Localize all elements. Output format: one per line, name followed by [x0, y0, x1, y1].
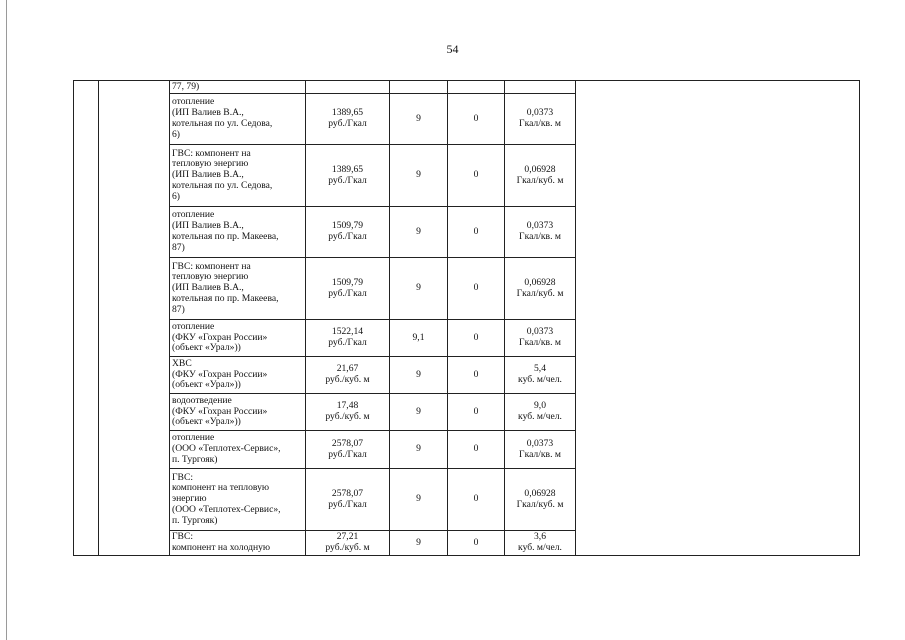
consumption-norm: 3,6 куб. м/чел. — [505, 531, 576, 556]
value-column-4: 0 — [448, 431, 505, 469]
blank-column-1 — [74, 81, 99, 556]
consumption-norm — [505, 81, 576, 94]
value-column-3: 9 — [390, 394, 448, 431]
consumption-norm: 0,06928 Гкал/куб. м — [505, 469, 576, 531]
service-description: ГВС: компонент на тепловую энергию (ООО «Теплотех-Сервис», п. Тургояк) — [170, 469, 306, 531]
service-description: ГВС: компонент на холодную — [170, 531, 306, 556]
consumption-norm: 0,0373 Гкал/кв. м — [505, 94, 576, 145]
value-column-3 — [390, 81, 448, 94]
tariff-table — [73, 80, 860, 556]
value-column-4: 0 — [448, 258, 505, 320]
value-column-3: 9 — [390, 357, 448, 394]
consumption-norm: 0,0373 Гкал/кв. м — [505, 320, 576, 357]
value-column-4: 0 — [448, 207, 505, 258]
value-column-4 — [448, 81, 505, 94]
tariff-price: 2578,07 руб./Гкал — [306, 469, 390, 531]
service-description: отопление (ИП Валиев В.А., котельная по ул. Седова, 6) — [170, 94, 306, 145]
tariff-price: 21,67 руб./куб. м — [306, 357, 390, 394]
tariff-price: 27,21 руб./куб. м — [306, 531, 390, 556]
tariff-price: 1509,79 руб./Гкал — [306, 207, 390, 258]
table-row — [74, 81, 860, 94]
value-column-4: 0 — [448, 145, 505, 207]
service-description: ХВС (ФКУ «Гохран России» (объект «Урал»)) — [170, 357, 306, 394]
consumption-norm: 0,0373 Гкал/кв. м — [505, 207, 576, 258]
page-left-edge — [6, 0, 7, 640]
tariff-price: 17,48 руб./куб. м — [306, 394, 390, 431]
tariff-price — [306, 81, 390, 94]
blank-column-2 — [99, 81, 170, 556]
value-column-3: 9,1 — [390, 320, 448, 357]
consumption-norm: 0,06928 Гкал/куб. м — [505, 145, 576, 207]
consumption-norm: 0,06928 Гкал/куб. м — [505, 258, 576, 320]
value-column-3: 9 — [390, 145, 448, 207]
service-description: 77, 79) — [170, 81, 306, 94]
page-number: 54 — [446, 42, 459, 56]
value-column-4: 0 — [448, 357, 505, 394]
value-column-3: 9 — [390, 431, 448, 469]
service-description: отопление (ИП Валиев В.А., котельная по пр. Макеева, 87) — [170, 207, 306, 258]
consumption-norm: 5,4 куб. м/чел. — [505, 357, 576, 394]
service-description: отопление (ООО «Теплотех-Сервис», п. Тургояк) — [170, 431, 306, 469]
tariff-price: 1389,65 руб./Гкал — [306, 145, 390, 207]
tariff-price: 1522,14 руб./Гкал — [306, 320, 390, 357]
service-description: водоотведение (ФКУ «Гохран России» (объект «Урал»)) — [170, 394, 306, 431]
value-column-3: 9 — [390, 258, 448, 320]
value-column-3: 9 — [390, 531, 448, 556]
value-column-4: 0 — [448, 469, 505, 531]
value-column-4: 0 — [448, 320, 505, 357]
service-description: ГВС: компонент на тепловую энергию (ИП Валиев В.А., котельная по ул. Седова, 6) — [170, 145, 306, 207]
service-description: отопление (ФКУ «Гохран России» (объект «Урал»)) — [170, 320, 306, 357]
value-column-3: 9 — [390, 207, 448, 258]
service-description: ГВС: компонент на тепловую энергию (ИП Валиев В.А., котельная по пр. Макеева, 87) — [170, 258, 306, 320]
tariff-price: 1389,65 руб./Гкал — [306, 94, 390, 145]
value-column-3: 9 — [390, 469, 448, 531]
value-column-3: 9 — [390, 94, 448, 145]
consumption-norm: 0,0373 Гкал/кв. м — [505, 431, 576, 469]
empty-wide-column — [576, 81, 860, 556]
value-column-4: 0 — [448, 94, 505, 145]
value-column-4: 0 — [448, 394, 505, 431]
tariff-price: 2578,07 руб./Гкал — [306, 431, 390, 469]
consumption-norm: 9,0 куб. м/чел. — [505, 394, 576, 431]
value-column-4: 0 — [448, 531, 505, 556]
tariff-price: 1509,79 руб./Гкал — [306, 258, 390, 320]
